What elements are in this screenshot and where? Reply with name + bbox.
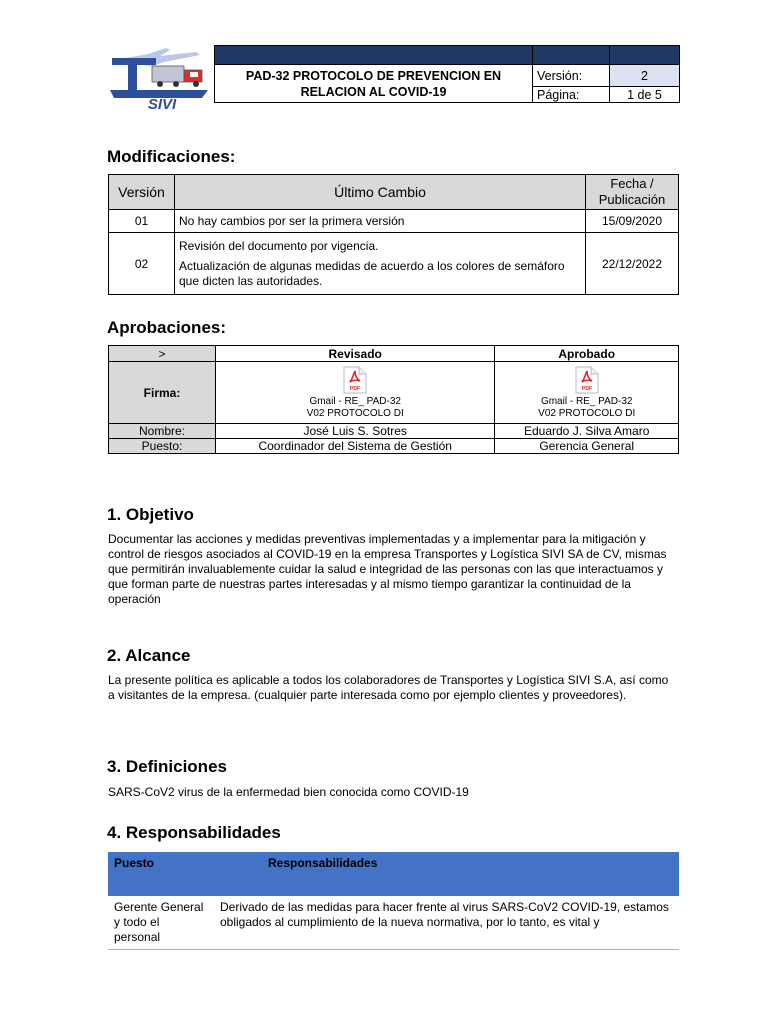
row-responsabilidad: Derivado de las medidas para hacer frente al virus SARS-CoV2 COVID-19, estamos obligados al cumplimiento de la nueva normativa, por lo tanto, es vital y — [214, 896, 679, 950]
aprobado-file-line-2: V02 PROTOCOLO DI — [538, 407, 636, 419]
pdf-file-icon — [343, 366, 367, 394]
row-cambio — [175, 233, 586, 295]
version-value: 2 — [610, 65, 680, 87]
col-fecha-line-2: Publicación — [598, 192, 666, 207]
version-label: Versión: — [533, 65, 610, 87]
pdf-badge: PDF — [350, 385, 361, 392]
col-ultimo-cambio: Último Cambio — [175, 175, 586, 210]
page-value: 1 de 5 — [610, 87, 680, 103]
corner-cell: > — [109, 346, 216, 362]
alcance-heading: 2. Alcance — [107, 646, 191, 665]
header-bar — [215, 46, 533, 65]
nombre-label: Nombre: — [109, 424, 216, 439]
aprobaciones-table — [108, 345, 679, 454]
modificaciones-table — [108, 174, 679, 295]
page-label: Página: — [533, 87, 610, 103]
col-puesto: Puesto — [108, 852, 214, 896]
revisado-nombre: José Luis S. Sotres — [216, 424, 495, 439]
row-cambio: No hay cambios por ser la primera versión — [175, 210, 586, 233]
aprobado-file-line-1: Gmail - RE_ PAD-32 — [540, 395, 633, 407]
row-cambio-line-2: Actualización de algunas medidas de acuerdo a los colores de semáforo que dicten las autoridades. — [179, 258, 565, 288]
definiciones-heading: 3. Definiciones — [107, 757, 227, 776]
col-responsabilidades: Responsabilidades — [214, 852, 679, 896]
row-version: 01 — [109, 210, 175, 233]
aprobado-nombre: Eduardo J. Silva Amaro — [495, 424, 679, 439]
revisado-file-line-1: Gmail - RE_ PAD-32 — [309, 395, 401, 407]
table-row — [108, 896, 679, 950]
row-fecha: 15/09/2020 — [586, 210, 679, 233]
row-puesto: Gerente General y todo el personal — [108, 896, 214, 950]
col-revisado: Revisado — [216, 346, 495, 362]
header-bar — [533, 46, 610, 65]
col-aprobado: Aprobado — [495, 346, 679, 362]
table-row — [109, 233, 679, 295]
pdf-file-icon — [575, 366, 599, 394]
col-version: Versión — [109, 175, 175, 210]
document-title — [215, 65, 533, 103]
responsabilidades-table — [108, 852, 679, 950]
row-cambio-line-1: Revisión del documento por vigencia. — [179, 238, 379, 253]
aprobado-puesto: Gerencia General — [495, 439, 679, 454]
table-row — [109, 210, 679, 233]
puesto-label: Puesto: — [109, 439, 216, 454]
aprobado-signature-attachment[interactable] — [495, 362, 679, 424]
objetivo-text: Documentar las acciones y medidas preventivas implementadas y a implementar para la mitigación y control de riesgos asociados al COVID-19 en la empresa Transportes y Logística SIVI SA de CV, mismas que permitirán invaluablemente cuidar la salud e integridad de las personas con las que interactuamos y que forman parte de nuestras partes interesadas y al mismo tiempo garantizar la continuidad de la operación — [108, 532, 667, 606]
pdf-badge: PDF — [581, 385, 592, 392]
definiciones-text: SARS-CoV2 virus de la enfermedad bien conocida como COVID-19 — [108, 785, 469, 799]
responsabilidades-heading: 4. Responsabilidades — [107, 823, 281, 842]
title-line-2: RELACION AL COVID-19 — [300, 84, 447, 99]
title-line-1: PAD-32 PROTOCOLO DE PREVENCION EN — [245, 68, 502, 83]
objetivo-heading: 1. Objetivo — [107, 505, 194, 524]
document-header — [214, 45, 680, 103]
col-fecha — [586, 175, 679, 210]
firma-label: Firma: — [109, 362, 216, 424]
aprobaciones-heading: Aprobaciones: — [107, 318, 227, 337]
revisado-file-line-2: V02 PROTOCOLO DI — [306, 407, 404, 419]
row-version: 02 — [109, 233, 175, 295]
revisado-puesto: Coordinador del Sistema de Gestión — [216, 439, 495, 454]
logo-text: SIVI — [147, 96, 177, 110]
col-fecha-line-1: Fecha / — [610, 176, 654, 191]
header-bar — [610, 46, 680, 65]
alcance-text: La presente política es aplicable a todos los colaboradores de Transportes y Logística SIVI S.A, así como a visitantes de la empresa. (cualquier parte interesada como por ejemplo clientes y proveedores). — [108, 673, 669, 702]
row-fecha: 22/12/2022 — [586, 233, 679, 295]
revisado-signature-attachment[interactable] — [216, 362, 495, 424]
company-logo — [108, 46, 212, 110]
modificaciones-heading: Modificaciones: — [107, 147, 236, 166]
